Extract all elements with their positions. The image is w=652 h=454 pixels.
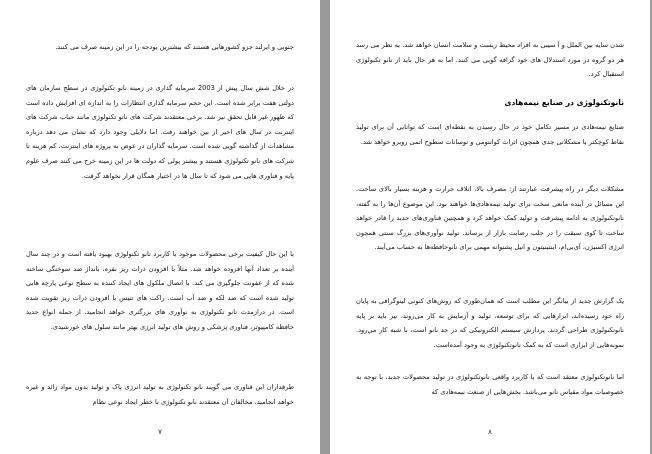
- paragraph: در خلال شش سال پیش از 2003 سرمایه گذاری در زمینه نانو تکنولوژی در سطح سازمان های دولتی هفت برابر شده است. این حجم سرمایه گذاری انتظارات را به اندازه ای افزایش داده است که ظهور غیر قابل تحقق نیز شد. برخی معتقدند شرکت های نانو تکنولوژی مانند حباب شرکت های اینترنت در سال های اخیر از بین خواهند رفت. اما دلایلی وجود دارد که نشان می دهد درباره مشاهدات از گذاشته گویی شده است. سرمایه گذاران در عوض به پروژه های اینترنت، کم هزینه تا شرکت های نانو تکنولوژی هستند و بیشتر پولی که دولت ها در این زمینه خرج می کنند صرف علوم پایه و فناوری هایی می شود که تا سال ها در اختیار همگان قرار نخواهد گرفت.: [26, 84, 294, 180]
- paragraph: صنایع نیمه‌هادی در مسیر تکامل خود در حال رسیدن به نقطه‌ای است که توانایی آن برای تولید نقاط کوچکتر با مشکلاتی جدی همچون اثرات کوانتومی و نوسانات سطوح اتمی روبرو خواهد شد.: [356, 123, 624, 146]
- paragraph: شدن سایه بین الملل و آ سیبی به افراد محیط زیست و سلامت انسان خواهد شد. به نظر می رسد هر دو گروه در مورد استدلال های خود گزافه گویی می کنند. اما به هر حال باید از نانو تکنولوژی استقبال کرد.: [356, 41, 624, 79]
- right-page: [330, 0, 650, 454]
- section-heading: نانوتکنولوژی در صنایع نیمه‌هادی: [504, 98, 624, 107]
- paragraph: جنوبی و ایرلند جزو کشورهایی هستند که بیشترین بودجه را در این زمینه صرف می کنند.: [55, 43, 294, 51]
- page-number: ۸: [488, 428, 492, 436]
- page-number: ۷: [158, 428, 162, 436]
- paragraph: طرفداران این فناوری می گویند نانو تکنولوژی به تولید انرژی پاک و تولید بدون مواد زائد و غیره خواهد انجامید. مخالفان آن معتقدند نانو تکنولوژی با خطر ایجاد نوعی نظام: [26, 383, 294, 406]
- paragraph: یک گزارش جدید از بیانگر این مطلب است که همان‌طوری که روش‌های کنونی لیتوگرافی به پایان راه خود رسیده‌اند، ابزارهایی که برای توسعه، تولید و آزمایش به کار می‌روند، نیز باید بر پایه نانوتکنولوژی طراحی گردند. پردازش‌ سیستم الکترونیکی که در حد نانو است، با شبه کار می‌رود. نمونه‌هایی از ابزاری است که به کمک نانوتکنولوژی به وجود آمده‌است.: [356, 297, 624, 349]
- paragraph: با این حال کیفیت برخی محصولات موجود با کاربرد نانو تکنولوژی بهبود یافته است و در چند سال آینده بر تعداد آنها افزوده خواهد شد. مثلاً با افزودن ذرات ریز نقره، بانداژ ضد سوختگی ساخته شده که از عفونت جلوگیری می کند. با اتصال ملکول های ایجاد کننده به سطح نوعی پارچه هایی تولید شده است که ضد لکه و ضد آب است. راکت های تنیس با افزودن ذرات ریز تقویت شده است. در درازمدت نانو تکنولوژی به نوآوری های بزرگتری خواهد انجامید. از جمله انواع جدید حافظه کامپیوتر، فناوری پزشکی و روش های تولید انرژی بهتر مانند سلول های خورشیدی.: [26, 250, 294, 331]
- left-page: [0, 0, 320, 454]
- paragraph: اما نانوتکنولوژی معتقد است که با کاربرد واقعی نانوتکنولوژی در تولید محصولات جدید، با توجه به خصوصیات مواد مقیاس نانو می‌باشد. بخش‌هایی از صنعت نیمه‌هادی که: [356, 373, 624, 396]
- paragraph: مشکلات دیگر در راه پیشرفت عبارتند از: مصرف بالا، اتلاف حرارت و هزینه بسیار بالای ساخت. این مسائل در آینده مانعی سخت برای تولید نیمه‌هادی‌ها خواهند بود. این موضوع آن‌ها را به گفته، نانوتکنولوژی به ادامه پیشرفت و تولید کمک خواهد کرد و همچنین فناوری‌های جدید را قادر خواهد ساخت تا کوی سبقت را در جلب رضایت بازار از برساند. تولید نوآوری‌های بزرگ سنتی همچون انرژی اکسیژن، آی‌بی‌ام، اینتینیتون و انیل پشتوانه مهمی برای نانوحافظه‌ها به حساب می‌آیند.: [356, 185, 624, 252]
